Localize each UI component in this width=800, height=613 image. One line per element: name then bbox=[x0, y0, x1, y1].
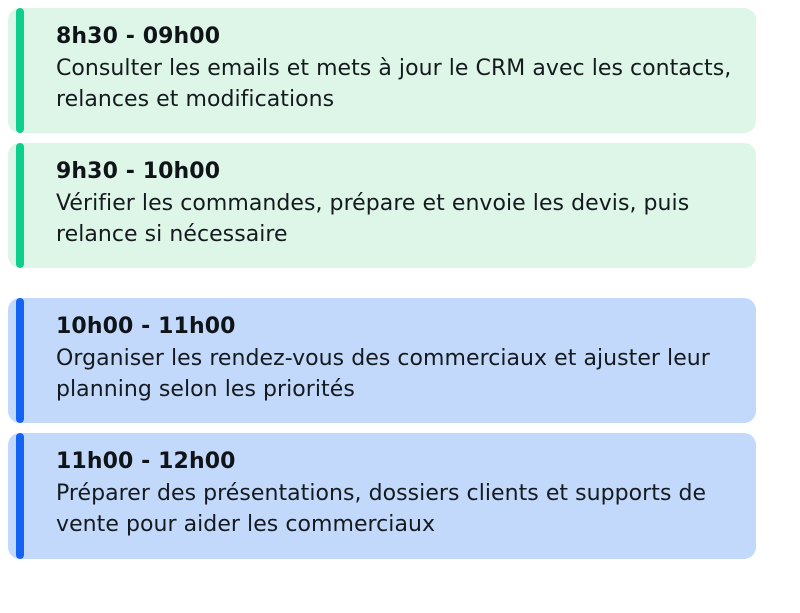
accent-bar bbox=[16, 298, 24, 423]
accent-bar bbox=[16, 8, 24, 133]
schedule-card-time: 10h00 - 11h00 bbox=[56, 314, 236, 340]
schedule-card[interactable] bbox=[8, 298, 756, 423]
schedule-card[interactable] bbox=[8, 143, 756, 268]
schedule-card-time: 8h30 - 09h00 bbox=[56, 24, 221, 49]
schedule-group-blue bbox=[8, 298, 756, 558]
accent-bar bbox=[16, 433, 24, 558]
schedule-card-description: Organiser les rendez-vous des commerciaux et ajuster leur planning selon les priorités bbox=[56, 346, 710, 403]
schedule-card-time: 11h00 - 12h00 bbox=[56, 449, 236, 475]
schedule-card[interactable] bbox=[8, 433, 756, 558]
accent-bar bbox=[16, 143, 24, 268]
schedule-card-description: Préparer des présentations, dossiers clients et supports de vente pour aider les commerciaux bbox=[56, 481, 707, 538]
schedule-card-description: Vérifier les commandes, prépare et envoie les devis, puis relance si nécessaire bbox=[56, 190, 690, 248]
schedule-card[interactable] bbox=[8, 8, 756, 133]
schedule-card-time: 9h30 - 10h00 bbox=[56, 159, 221, 185]
schedule-card-description: Consulter les emails et mets à jour le CRM avec les contacts, relances et modifications bbox=[56, 55, 732, 112]
schedule-group-green bbox=[8, 8, 756, 268]
